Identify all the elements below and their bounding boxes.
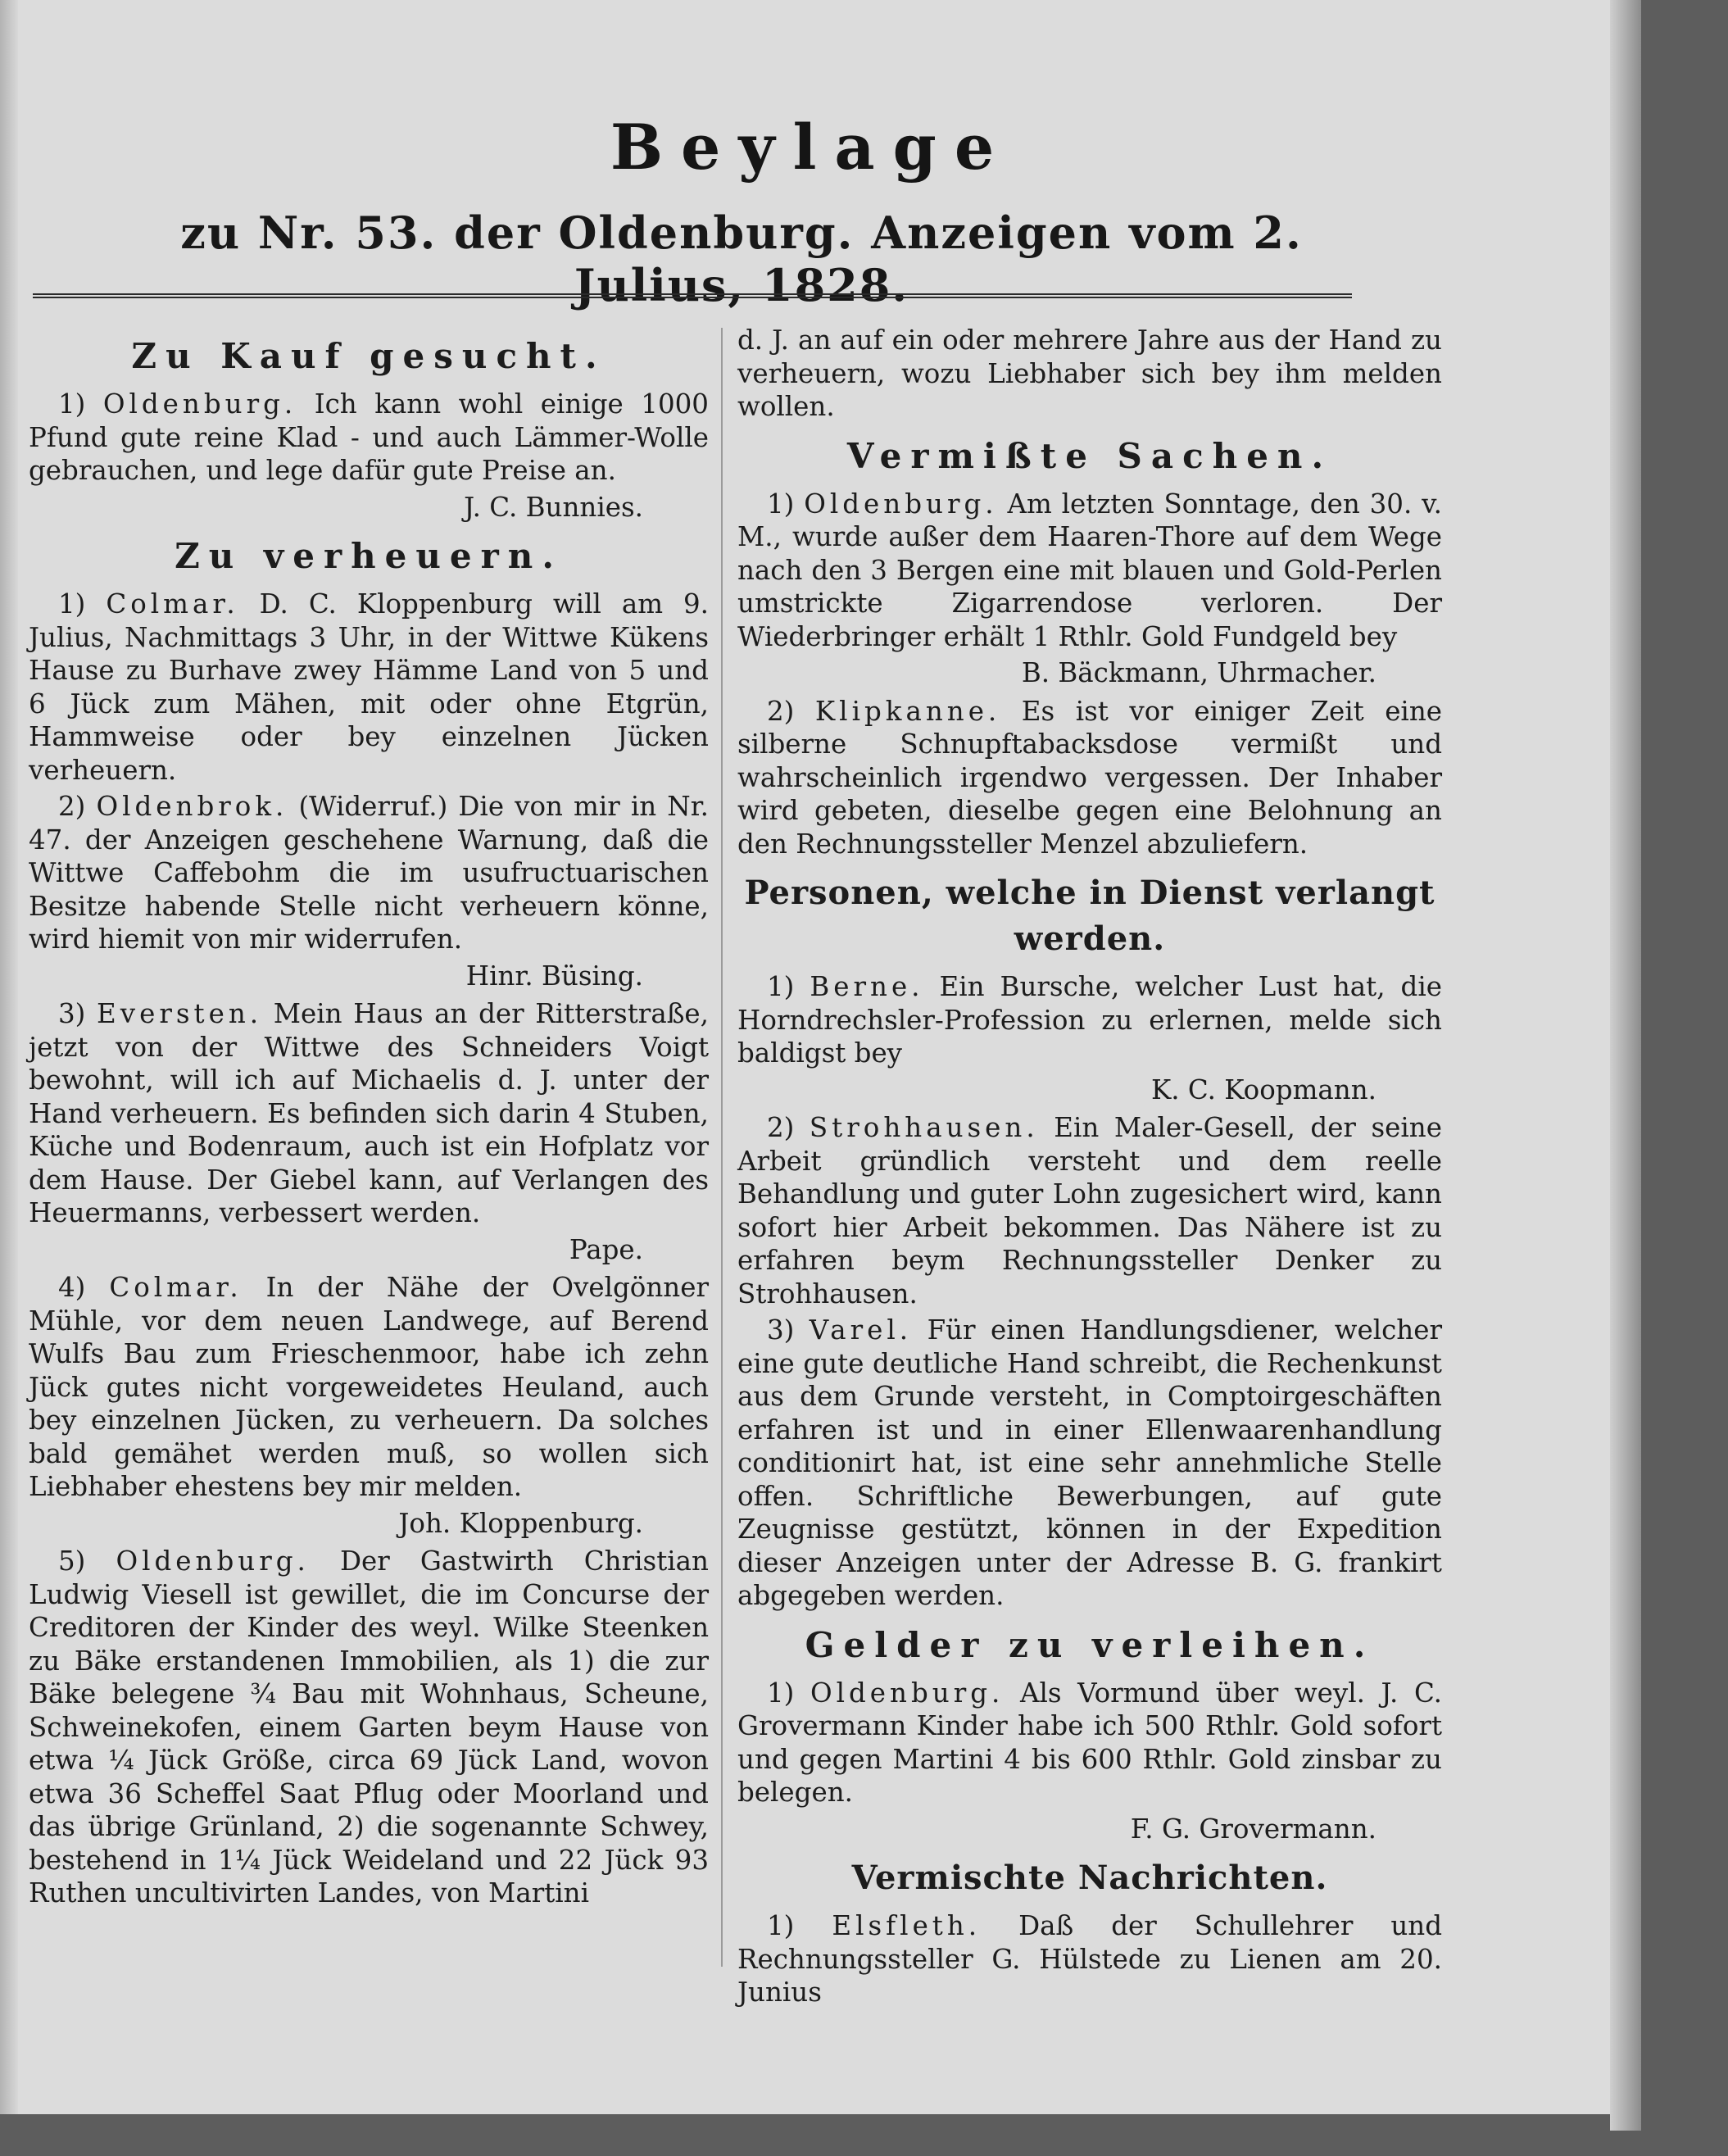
ad-entry: 2) Strohhausen. Ein Maler-Gesell, der seine Arbeit gründlich versteht und dem reelle Behandlung und guter Lohn zugesichert wird, kann sofort hier Arbeit bekommen. Das Nähere ist zu erfahren beym Rechnungssteller Denker zu Strohhausen. [737,1112,1442,1309]
ad-text: Daß der Schullehrer und Rechnungssteller G. Hülstede zu Lienen am 20. Junius [737,1910,1442,2008]
ad-place: Elsfleth. [832,1910,982,1941]
column-divider [721,328,723,1967]
masthead-title: Beylage [610,111,1013,184]
ad-entry: 2) Klipkanne. Es ist vor einiger Zeit eine silberne Schnupftabacksdose vermißt und wahrscheinlich irgendwo vergessen. Der Inhaber wird gebeten, dieselbe gegen eine Belohnung an den Rechnungssteller Menzel abzuliefern. [737,695,1442,860]
page-fold-shadow [0,0,18,2114]
ad-place: Oldenbrok. [96,791,288,822]
ad-entry: 3) Varel. Für einen Handlungsdiener, welcher eine gute deutliche Hand schreibt, die Rechenkunst aus dem Grunde versteht, in Comptoirgeschäften erfahren ist und in einer Ellenwaarenhandlung conditionirt hat, ist eine sehr annehmliche Stelle offen. Schriftliche Bewerbungen, auf gute Zeugnisse gestützt, können in der Expedition dieser Anzeigen unter der Adresse B. G. frankirt abgegeben werden. [737,1314,1442,1611]
ad-place: Colmar. [109,1272,243,1303]
ad-text: Der Gastwirth Christian Ludwig Viesell ist gewillet, die im Concurse der Creditoren der Kinder des weyl. Wilke Steenken zu Bäke erstandenen Immobilien, als 1) die zur Bäke belegene ¾ Bau mit Wohnhaus, Scheune, Schweinekofen, einem Garten beym Hause von etwa ¼ Jück Größe, circa 69 Jück Land, wovon etwa 36 Scheffel Saat Pflug oder Moorland und das übrige Grünland, 2) die sogenannte Schwey, bestehend in 1¼ Jück Weideland und 22 Jück 93 Ruthen uncultivirten Landes, von Martini [29,1546,709,1909]
ad-place: Oldenburg. [102,388,297,420]
ad-text: D. C. Kloppenburg will am 9. Julius, Nachmittags 3 Uhr, in der Wittwe Kükens Hause zu Burhave zwey Hämme Land von 5 und 6 Jück zum Mähen, mit oder ohne Etgrün, Hammweise oder bey einzelnen Jücken verheuern. [29,588,709,786]
ad-signature: J. C. Bunnies. [464,491,643,523]
section-heading-verheuern: Zu verheuern. [175,536,563,576]
section-heading-vermisste-sachen: Vermißte Sachen. [846,435,1333,476]
left-column [29,324,709,1913]
ad-text: Mein Haus an der Ritterstraße, jetzt von der Wittwe des Schneiders Voigt bewohnt, will ich auf Michaelis d. J. unter der Hand verheuern. Es befinden sich darin 4 Stuben, Küche und Bodenraum, auch ist ein Hofplatz vor dem Hause. Der Giebel kann, auf Verlangen des Heuermanns, verbessert werden. [29,998,709,1228]
ad-text: (Widerruf.) Die von mir in Nr. 47. der Anzeigen geschehene Warnung, daß die Wittwe Caffebohm die im usufructuarischen Besitze habende Stelle nicht verheuern könne, wird hiemit von mir widerrufen. [29,791,709,955]
masthead-rule [33,293,1352,298]
section-heading-kauf: Zu Kauf gesucht. [131,336,606,376]
ad-place: Oldenburg. [810,1677,1005,1709]
ad-entry: 1) Berne. Ein Bursche, welcher Lust hat, die Horndrechsler-Profession zu erlernen, melde sich baldigst bey [737,971,1442,1069]
ad-signature: B. Bäckmann, Uhrmacher. [1021,657,1377,688]
ad-entry: 2) Oldenbrok. (Widerruf.) Die von mir in Nr. 47. der Anzeigen geschehene Warnung, daß die Wittwe Caffebohm die im usufructuarischen Besitze habende Stelle nicht verheuern könne, wird hiemit von mir widerrufen. [29,791,709,955]
ad-signature: K. C. Koopmann. [1150,1073,1377,1105]
ad-text: Ein Bursche, welcher Lust hat, die Horndrechsler-Profession zu erlernen, melde sich baldigst bey [737,971,1442,1069]
ad-signature: Hinr. Büsing. [465,960,643,992]
ad-entry: 5) Oldenburg. Der Gastwirth Christian Ludwig Viesell ist gewillet, die im Concurse der Creditoren der Kinder des weyl. Wilke Steenken zu Bäke erstandenen Immobilien, als 1) die zur Bäke belegene ¾ Bau mit Wohnhaus, Scheune, Schweinekofen, einem Garten beym Hause von etwa ¼ Jück Größe, circa 69 Jück Land, wovon etwa 36 Scheffel Saat Pflug oder Moorland und das übrige Grünland, 2) die sogenannte Schwey, bestehend in 1¼ Jück Weideland und 22 Jück 93 Ruthen uncultivirten Landes, von Martini [29,1546,709,1909]
ad-signature: F. G. Grovermann. [1130,1813,1377,1845]
right-column [737,324,1442,2013]
ad-entry: 1) Oldenburg. Als Vormund über weyl. J. C. Grovermann Kinder habe ich 500 Rthlr. Gold sofort und gegen Martini 4 bis 600 Rthlr. Gold zinsbar zu belegen. [737,1677,1442,1808]
ad-entry: 4) Colmar. In der Nähe der Ovelgönner Mühle, vor dem neuen Landwege, auf Berend Wulfs Bau zum Frieschenmoor, habe ich zehn Jück gutes nicht vorgeweidetes Heuland, auch bey einzelnen Jücken, zu verheuern. Da solches bald gemähet werden muß, so wollen sich Liebhaber ehestens bey mir melden. [29,1272,709,1502]
ad-place: Strohhausen. [809,1112,1039,1143]
ad-place: Colmar. [106,588,239,620]
section-heading-vermischte-nachrichten: Vermischte Nachrichten. [851,1859,1328,1897]
ad-text: Als Vormund über weyl. J. C. Grovermann Kinder habe ich 500 Rthlr. Gold sofort und gegen Martini 4 bis 600 Rthlr. Gold zinsbar zu belegen. [737,1677,1442,1808]
section-heading-gelder: Gelder zu verleihen. [805,1624,1375,1665]
section-heading-personen-dienst: Personen, welche in Dienst verlangt werden. [744,874,1435,958]
ad-signature: Pape. [569,1233,643,1265]
ad-place: Varel. [809,1314,913,1346]
page-edge [1610,0,1641,2131]
ad-entry: 1) Oldenburg. Am letzten Sonntage, den 30. v. M., wurde außer dem Haaren-Thore auf dem Wege nach den 3 Bergen eine mit blauen und Gold-Perlen umstrickte Zigarrendose verloren. Der Wiederbringer erhält 1 Rthlr. Gold Fundgeld bey [737,488,1442,652]
ad-text: Für einen Handlungsdiener, welcher eine gute deutliche Hand schreibt, die Rechenkunst aus dem Grunde versteht, in Comptoirgeschäften erfahren ist und in einer Ellenwaarenhandlung conditionirt hat, ist eine sehr annehmliche Stelle offen. Schriftliche Bewerbungen, auf gute Zeugnisse gestützt, können in der Expedition dieser Anzeigen unter der Adresse B. G. frankirt abgegeben werden. [737,1314,1442,1611]
ad-text: In der Nähe der Ovelgönner Mühle, vor dem neuen Landwege, auf Berend Wulfs Bau zum Frieschenmoor, habe ich zehn Jück gutes nicht vorgeweidetes Heuland, auch bey einzelnen Jücken, zu verheuern. Da solches bald gemähet werden muß, so wollen sich Liebhaber ehestens bey mir melden. [29,1272,709,1502]
ad-entry: 1) Colmar. D. C. Kloppenburg will am 9. Julius, Nachmittags 3 Uhr, in der Wittwe Kükens Hause zu Burhave zwey Hämme Land von 5 und 6 Jück zum Mähen, mit oder ohne Etgrün, Hammweise oder bey einzelnen Jücken verheuern. [29,588,709,786]
ad-place: Oldenburg. [804,488,998,520]
ad-place: Eversten. [97,998,263,1029]
masthead-subtitle: zu Nr. 53. der Oldenburg. Anzeigen vom 2. Julius, 1828. [180,207,1303,311]
ad-entry: 3) Eversten. Mein Haus an der Ritterstraße, jetzt von der Wittwe des Schneiders Voigt bewohnt, will ich auf Michaelis d. J. unter der Hand verheuern. Es befinden sich darin 4 Stuben, Küche und Bodenraum, auch ist ein Hofplatz vor dem Hause. Der Giebel kann, auf Verlangen des Heuermanns, verbessert werden. [29,998,709,1228]
ad-entry: 1) Oldenburg. Ich kann wohl einige 1000 Pfund gute reine Klad - und auch Lämmer-Wolle gebrauchen, und lege dafür gute Preise an. [29,388,709,486]
ad-text: Es ist vor einiger Zeit eine silberne Schnupftabacksdose vermißt und wahrscheinlich irgendwo vergessen. Der Inhaber wird gebeten, dieselbe gegen eine Belohnung an den Rechnungssteller Menzel abzuliefern. [737,695,1442,860]
ad-text: Ein Maler-Gesell, der seine Arbeit gründlich versteht und dem reelle Behandlung und guter Lohn zugesichert wird, kann sofort hier Arbeit bekommen. Das Nähere ist zu erfahren beym Rechnungssteller Denker zu Strohhausen. [737,1112,1442,1309]
continuation-text: d. J. an auf ein oder mehrere Jahre aus der Hand zu verheuern, wozu Liebhaber sich bey ihm melden wollen. [737,325,1442,422]
ad-text: Am letzten Sonntage, den 30. v. M., wurde außer dem Haaren-Thore auf dem Wege nach den 3 Bergen eine mit blauen und Gold-Perlen umstrickte Zigarrendose verloren. Der Wiederbringer erhält 1 Rthlr. Gold Fundgeld bey [737,488,1442,652]
ad-place: Klipkanne. [814,695,1001,727]
ad-signature: Joh. Kloppenburg. [398,1507,643,1539]
ad-entry: 1) Elsfleth. Daß der Schullehrer und Rechnungssteller G. Hülstede zu Lienen am 20. Junius [737,1910,1442,2008]
ad-place: Berne. [810,971,924,1002]
ad-text: Ich kann wohl einige 1000 Pfund gute reine Klad - und auch Lämmer-Wolle gebrauchen, und lege dafür gute Preise an. [29,388,709,486]
ad-place: Oldenburg. [116,1546,310,1577]
